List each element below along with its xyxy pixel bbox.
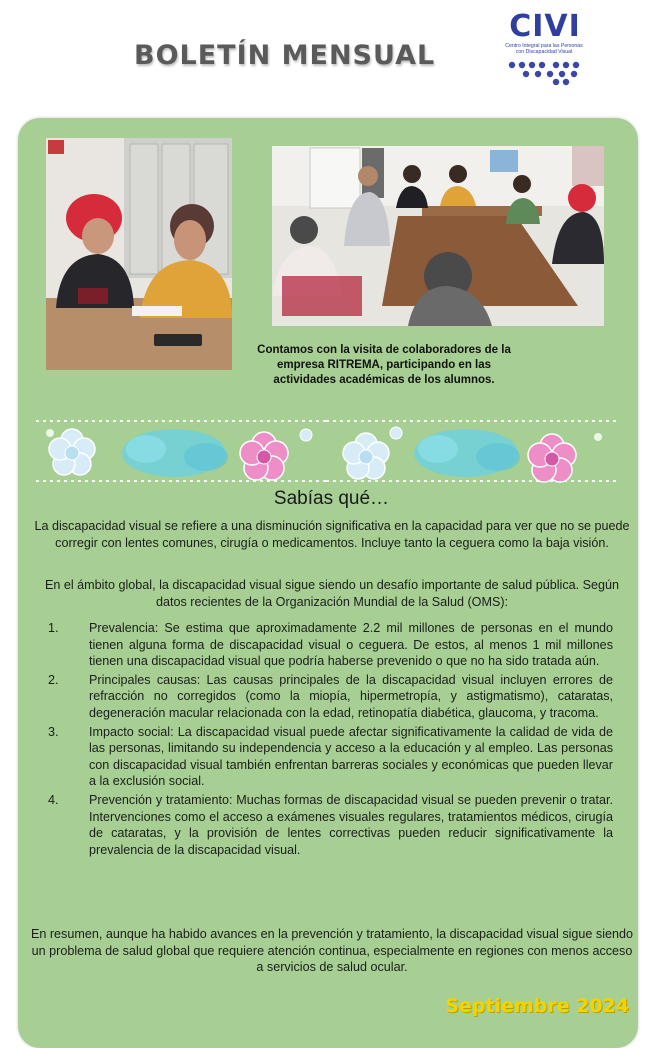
photo-two-women-reading xyxy=(46,138,232,370)
photo-group-activity xyxy=(272,146,604,326)
section-title: Sabías qué… xyxy=(273,488,390,509)
flower-border-icon xyxy=(36,413,326,489)
civi-logo xyxy=(504,10,584,84)
context-paragraph: En el ámbito global, la discapacidad visual sigue siendo un desafío importante de salud pública. Según datos recientes de la Organización Mundial de la Salud (OMS): xyxy=(44,578,620,609)
list-item: 4. Prevención y tratamiento: Muchas formas de discapacidad visual se pueden prevenir o tratar. Intervenciones como el acceso a exámenes visuales regulares, tratamientos médicos, cirugía de cataratas, y la provisión de lentes correctivas pueden reducir significativamente la prevalencia de la discapacidad visual. xyxy=(48,792,613,857)
intro-paragraph: La discapacidad visual se refiere a una disminución significativa en la capacidad para ver que no se puede corregir con lentes comunes, cirugía o medicamentos. Incluye tanto la ceguera como la baja visión. xyxy=(34,519,630,550)
page-title: BOLETÍN MENSUAL xyxy=(134,40,436,71)
photo-caption: Contamos con la visita de colaboradores de la empresa RITREMA, participando en las actividades académicas de los alumnos. xyxy=(257,344,511,386)
logo-subtitle: Centro Integral para las Personas con Discapacidad Visual xyxy=(505,43,583,55)
list-item: 3. Impacto social: La discapacidad visual puede afectar significativamente la calidad de vida de las personas, limitando su independencia y acceso a la educación y al empleo. Las personas con discapacidad visual también enfrentan barreras sociales y económicas que pueden llevar a la exclusión social. xyxy=(48,724,613,789)
issue-date: Septiembre 2024 xyxy=(445,995,629,1017)
braille-dots-icon xyxy=(504,60,584,86)
list-item: 1. Prevalencia: Se estima que aproximadamente 2.2 mil millones de personas en el mundo tienen alguna forma de discapacidad visual o ceguera. De estos, al menos 1 mil millones tienen una discapacidad visual que podría haberse prevenido o que no ha sido tratada aún. xyxy=(48,621,613,669)
logo-wordmark: CIVI xyxy=(509,9,581,44)
list-item: 2. Principales causas: Las causas principales de la discapacidad visual incluyen errores de refracción no corregidos (como la miopía, hipermetropía, y astigmatismo), cataratas, degeneración macular relacionada con la edad, retinopatía diabética, glaucoma, y tracoma. xyxy=(48,672,613,720)
facts-list xyxy=(28,620,613,860)
summary-paragraph: En resumen, aunque ha habido avances en la prevención y tratamiento, la discapacidad visual sigue siendo un problema de salud global que requiere atención continua, especialmente en regiones con menos acceso a servicios de salud ocular. xyxy=(30,927,634,974)
flower-border-icon xyxy=(326,413,616,489)
